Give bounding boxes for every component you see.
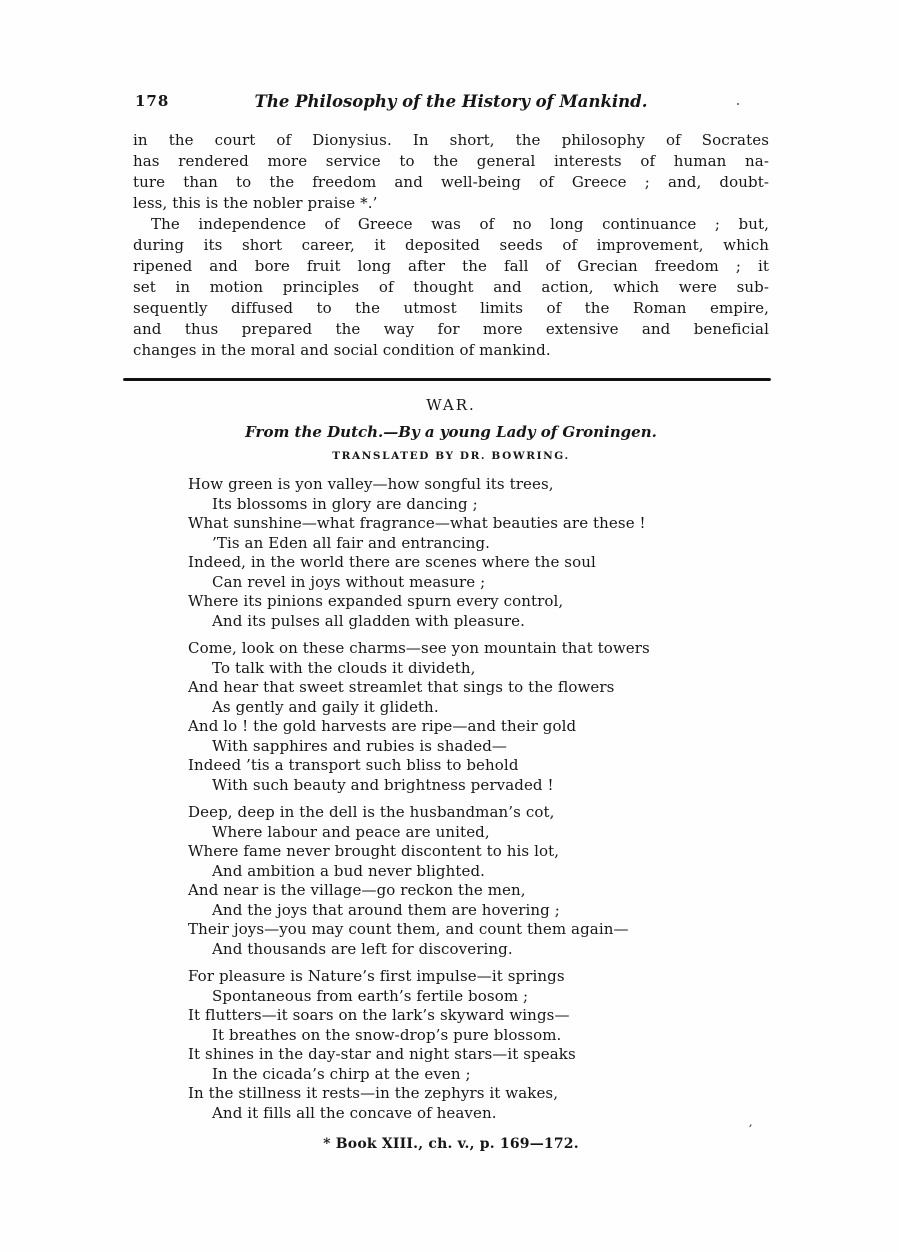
- prose-line: has rendered more service to the general interests of human na-: [133, 152, 769, 170]
- prose-line: ripened and bore fruit long after the fall of Grecian freedom ; it: [133, 257, 769, 275]
- stanza-4: [188, 967, 769, 1123]
- prose-body: [133, 130, 769, 361]
- poem-line: Can revel in joys without measure ;: [212, 572, 486, 591]
- poem-line: ’Tis an Eden all fair and entrancing.: [212, 533, 491, 552]
- book-page: [133, 92, 769, 1152]
- stanza-1: [188, 475, 769, 631]
- prose-line: less, this is the nobler praise *.’: [133, 194, 378, 212]
- page-number: 178: [135, 92, 170, 110]
- prose-line: The independence of Greece was of no long continuance ; but,: [151, 215, 769, 233]
- section-divider-rule: [123, 378, 771, 381]
- poem-line: Where fame never brought discontent to his lot,: [188, 842, 560, 860]
- poem-line: For pleasure is Nature’s first impulse—it springs: [188, 967, 565, 985]
- poem-line: And its pulses all gladden with pleasure.: [212, 611, 525, 630]
- poem-line: Where labour and peace are united,: [212, 822, 490, 841]
- poem-line: Come, look on these charms—see yon mountain that towers: [188, 639, 650, 657]
- paragraph-1: [133, 130, 769, 214]
- poem-line: And lo ! the gold harvests are ripe—and their gold: [188, 717, 577, 735]
- poem-line: And it fills all the concave of heaven.: [212, 1103, 497, 1122]
- poem-body: [133, 475, 769, 1123]
- prose-line: set in motion principles of thought and action, which were sub-: [133, 278, 769, 296]
- poem-line: It breathes on the snow-drop’s pure blossom.: [212, 1025, 562, 1044]
- poem-line: And ambition a bud never blighted.: [212, 861, 486, 880]
- poem-line: And the joys that around them are hovering ;: [212, 900, 560, 919]
- poem-line: With such beauty and brightness pervaded !: [212, 775, 554, 794]
- poem-line: And thousands are left for discovering.: [212, 939, 513, 958]
- poem-line: How green is yon valley—how songful its trees,: [188, 475, 554, 493]
- poem-line: To talk with the clouds it divideth,: [212, 658, 476, 677]
- footnote: * Book XIII., ch. v., p. 169—172.: [323, 1136, 579, 1152]
- poem-translator-credit: TRANSLATED BY DR. BOWRING.: [332, 450, 570, 462]
- prose-line: ture than to the freedom and well-being of Greece ; and, doubt-: [133, 173, 769, 191]
- poem-line: With sapphires and rubies is shaded—: [212, 736, 508, 755]
- poem-line: And hear that sweet streamlet that sings to the flowers: [188, 678, 615, 696]
- poem-line: In the stillness it rests—in the zephyrs it wakes,: [188, 1084, 559, 1102]
- prose-line: during its short career, it deposited seeds of improvement, which: [133, 236, 769, 254]
- prose-line: and thus prepared the way for more extensive and beneficial: [133, 320, 769, 338]
- poem-line: And near is the village—go reckon the men,: [188, 881, 526, 899]
- prose-line: in the court of Dionysius. In short, the philosophy of Socrates: [133, 131, 769, 149]
- poem-line: Indeed, in the world there are scenes where the soul: [188, 553, 596, 571]
- scan-artifact-slash: ’: [747, 1121, 753, 1137]
- poem-line: Indeed ’tis a transport such bliss to behold: [188, 756, 519, 774]
- running-head: [133, 92, 769, 116]
- poem-line: Where its pinions expanded spurn every control,: [188, 592, 564, 610]
- prose-line: sequently diffused to the utmost limits of the Roman empire,: [133, 299, 769, 317]
- poem-line: Spontaneous from earth’s fertile bosom ;: [212, 986, 529, 1005]
- running-title: The Philosophy of the History of Mankind.: [254, 92, 648, 111]
- scan-artifact-dot: [737, 103, 739, 105]
- poem-line: It shines in the day-star and night stars—it speaks: [188, 1045, 576, 1063]
- poem-line: What sunshine—what fragrance—what beauties are these !: [188, 514, 646, 532]
- stanza-3: [188, 803, 769, 959]
- poem-line: Deep, deep in the dell is the husbandman’s cot,: [188, 803, 555, 821]
- poem-title: WAR.: [426, 396, 476, 414]
- poem-line: In the cicada’s chirp at the even ;: [212, 1064, 471, 1083]
- prose-line: changes in the moral and social condition of mankind.: [133, 341, 551, 359]
- paragraph-2: [133, 214, 769, 361]
- stanza-2: [188, 639, 769, 795]
- poem-line: Its blossoms in glory are dancing ;: [212, 494, 478, 513]
- poem-line: As gently and gaily it glideth.: [212, 697, 439, 716]
- poem-line: Their joys—you may count them, and count them again—: [188, 920, 629, 938]
- poem-line: It flutters—it soars on the lark’s skyward wings—: [188, 1006, 570, 1024]
- poem-byline: From the Dutch.—By a young Lady of Groningen.: [245, 423, 657, 441]
